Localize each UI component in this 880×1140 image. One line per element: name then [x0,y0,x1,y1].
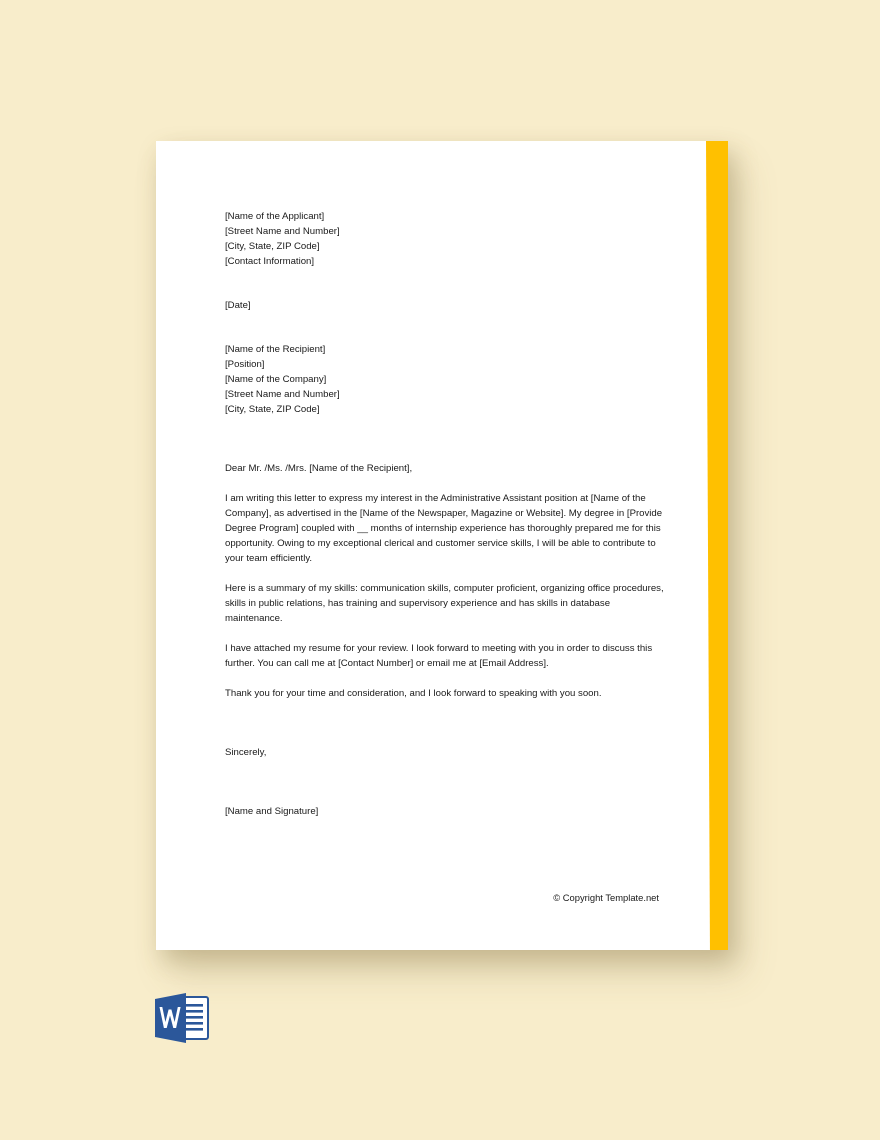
body-paragraph: Thank you for your time and consideration, and I look forward to speaking with you soon. [225,688,602,699]
letter-page [156,141,728,950]
recipient-address [225,342,665,417]
copyright-notice: © Copyright Template.net [553,892,659,903]
letter-preview [156,141,728,950]
sender-address [225,209,665,269]
body-paragraph: Here is a summary of my skills: communication skills, computer proficient, organizing office procedures, skills in public relations, has training and supervisory experience and has skills in database maintenance. [225,583,664,624]
microsoft-word-icon [155,993,209,1043]
body-paragraph: I am writing this letter to express my interest in the Administrative Assistant position at [Name of the Company], as advertised in the [Name of the Newspaper, Magazine or Website]. My degree in [Provide Degree Program] coupled with __ months of internship experience has thoroughly prepared me for this opportunity. Owing to my exceptional clerical and customer service skills, I will be able to contribute to your team efficiently. [225,493,663,564]
signature-placeholder: [Name and Signature] [225,806,319,817]
recipient-street: [Street Name and Number] [225,389,340,400]
body-paragraph: I have attached my resume for your review. I look forward to meeting with you in order to discuss this further. You can call me at [Contact Number] or email me at [Email Address]. [225,643,653,669]
sender-city: [City, State, ZIP Code] [225,241,320,252]
recipient-name: [Name of the Recipient] [225,344,326,355]
closing: Sincerely, [225,747,267,758]
recipient-city: [City, State, ZIP Code] [225,404,320,415]
accent-bar [706,141,728,950]
sender-contact: [Contact Information] [225,256,315,267]
letter-content [225,209,665,819]
sender-name: [Name of the Applicant] [225,211,325,222]
salutation: Dear Mr. /Ms. /Mrs. [Name of the Recipient], [225,463,413,474]
recipient-position: [Position] [225,359,265,370]
letter-date: [Date] [225,300,251,311]
recipient-company: [Name of the Company] [225,374,327,385]
sender-street: [Street Name and Number] [225,226,340,237]
